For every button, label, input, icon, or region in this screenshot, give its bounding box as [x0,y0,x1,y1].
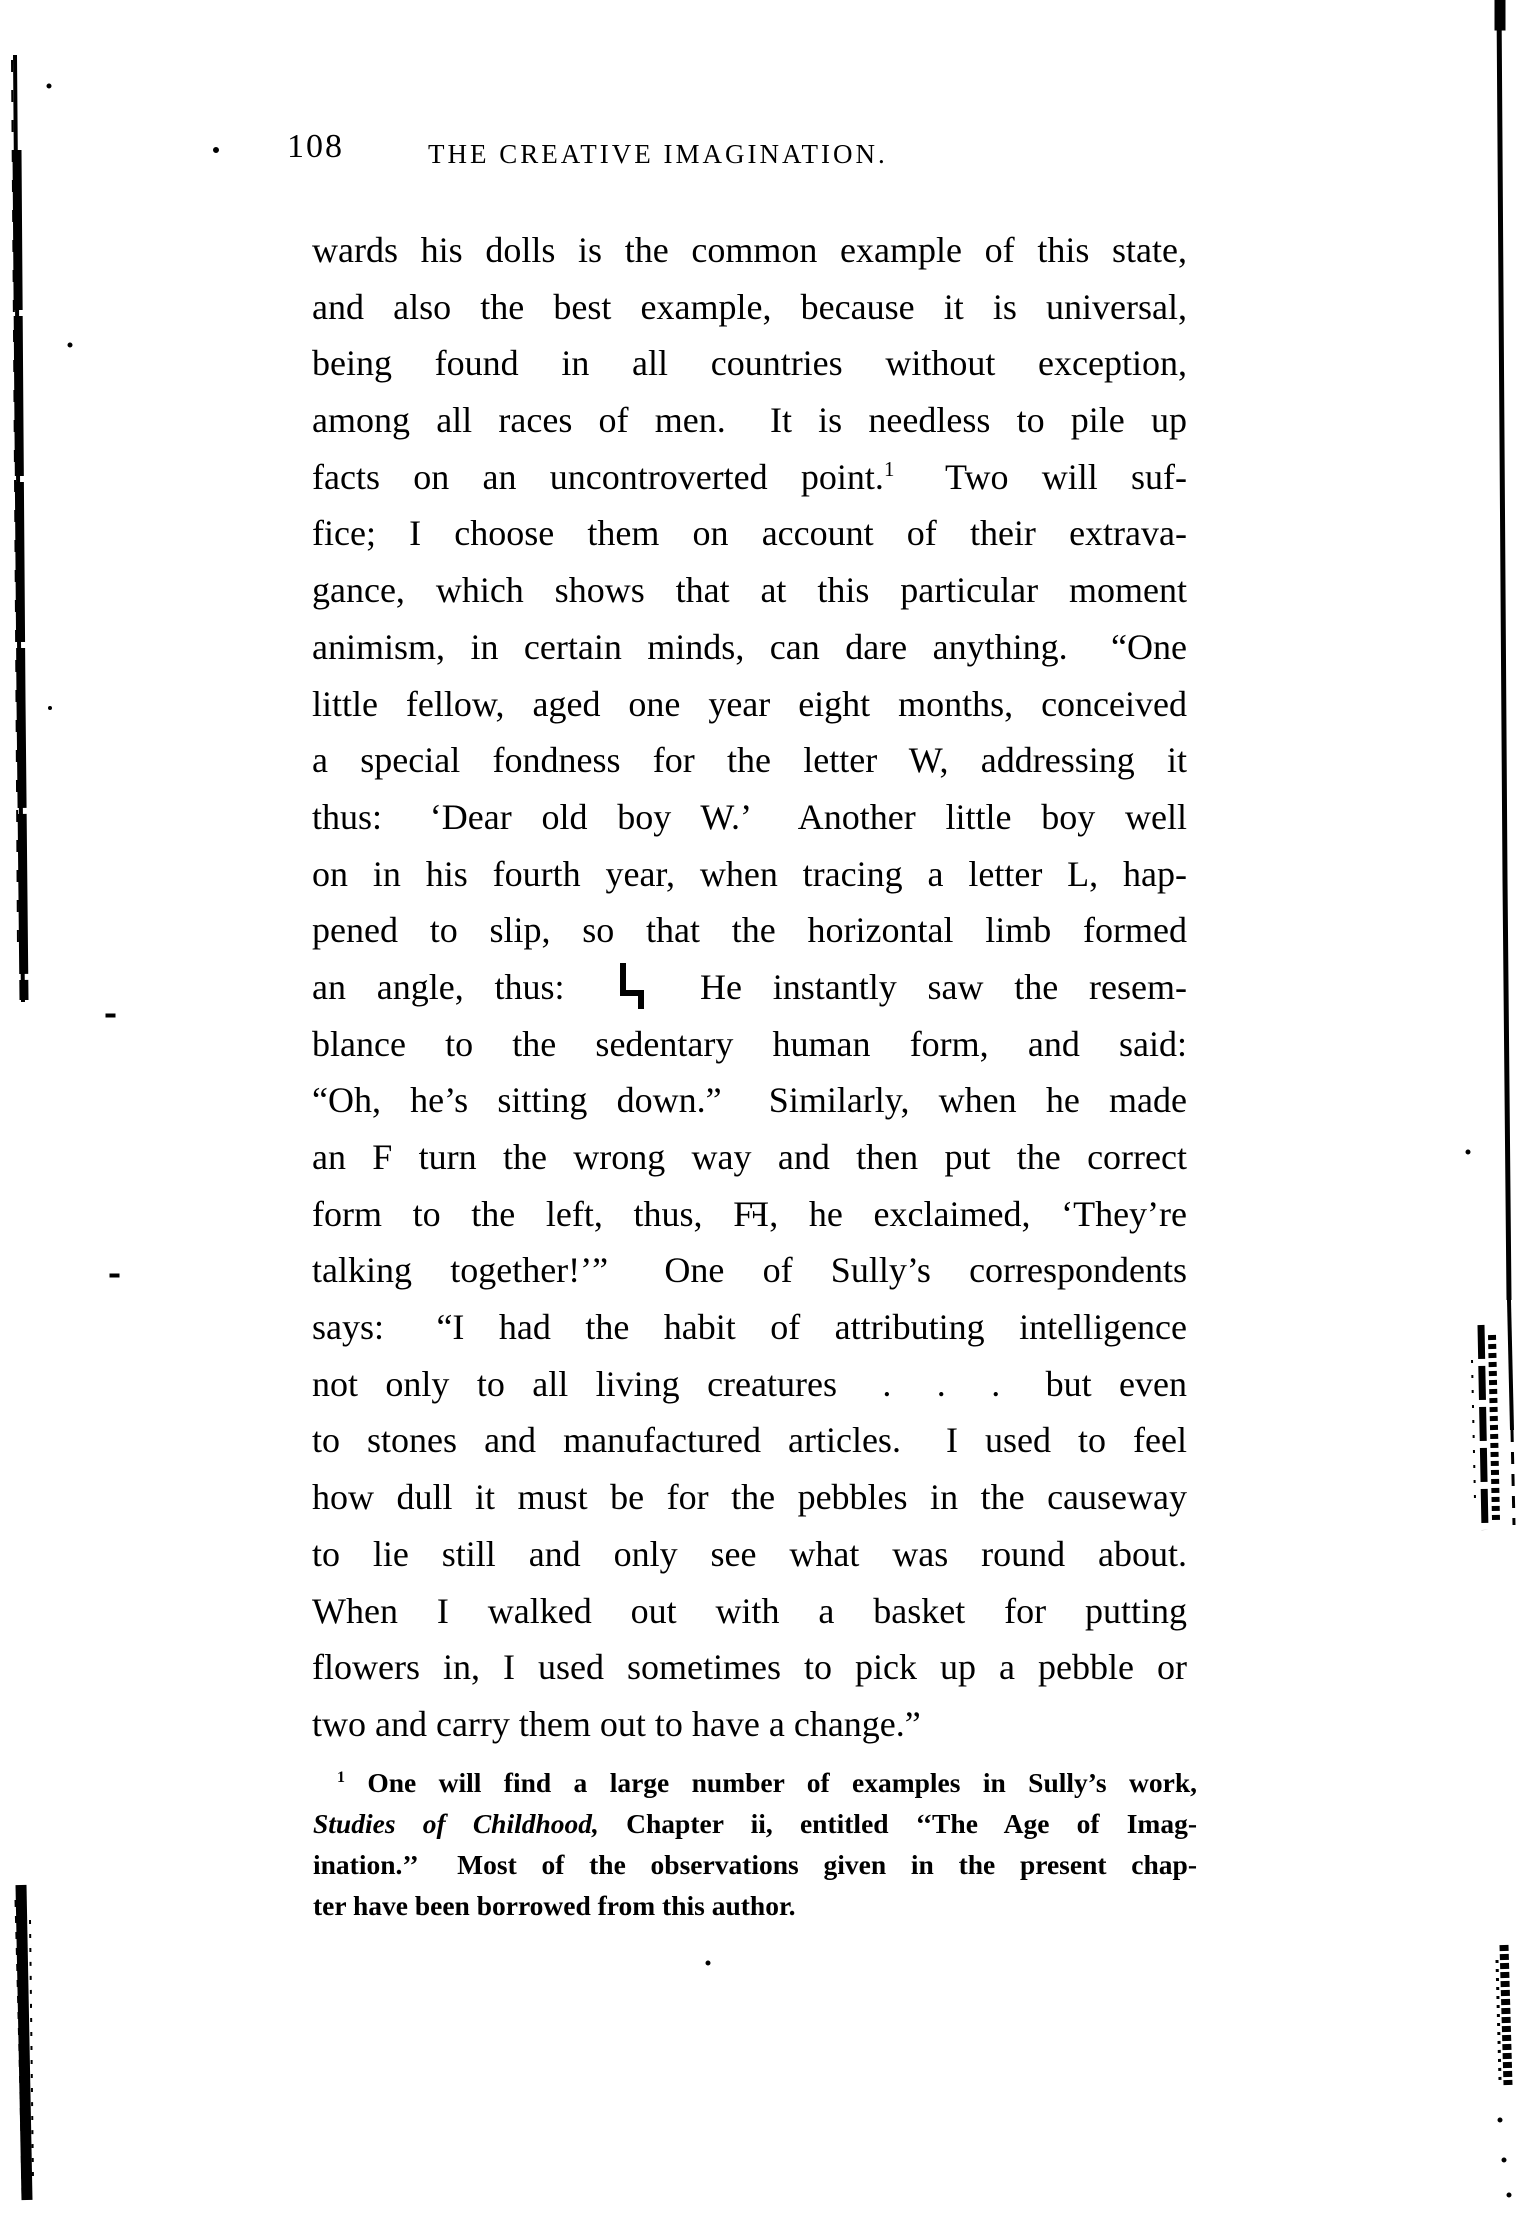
body-line-4: among all races of men. It is needless to pile up [312,400,1187,441]
footnote-reference: 1 [883,456,895,481]
body-line-7: gance, which shows that at this particular moment [312,570,1187,611]
body-line-17: an F turn the wrong way and then put the correct [312,1137,1187,1177]
body-line-23: how dull it must be for the pebbles in the causeway [312,1477,1187,1518]
body-line-20: says: “I had the habit of attributing intelligence [312,1307,1187,1348]
body-line-26: flowers in, I used sometimes to pick up a pebble or [312,1647,1187,1688]
footnote-line-3: ination.’’ Most of the observations given in the present chap- [313,1849,1197,1880]
body-line-5: facts on an uncontroverted point.$^1$ Two will suf- [312,456,1187,497]
footnote-line-1: $^1$ One will find a large number of examples in Sully’s work, [337,1767,1197,1798]
footnote-line-2: Studies of Childhood, Chapter ii, entitled ‘‘The Age of Imag- [313,1808,1197,1839]
body-line-1: wards his dolls is the common example of this state, [312,230,1187,270]
mirrored-F-pair: FF [733,1193,770,1234]
body-text [312,222,1187,1753]
slipped-L-glyph [616,960,648,1012]
italic-book-title: Studies of Childhood, [313,1808,599,1839]
left-binding-streak-top [15,55,23,1002]
body-line-25: When I walked out with a basket for putting [312,1590,1187,1631]
body-line-18: form to the left, thus, FF, he exclaimed, ‘They’re [312,1193,1187,1234]
bottom-right-speckle [1504,1945,1508,2085]
left-binding-streak-bottom [21,1885,27,2200]
body-line-2: and also the best example, because it is universal, [312,286,1187,327]
body-line-27: two and carry them out to have a change.” [312,1703,921,1744]
body-line-9: little fellow, aged one year eight months, conceived [312,683,1187,724]
body-line-11: thus: ‘Dear old boy W.’ Another little boy well [312,796,1187,837]
body-line-6: fice; I choose them on account of their extrava- [312,513,1187,554]
body-line-19: talking together!’” One of Sully’s correspondents [312,1250,1187,1291]
body-line-16: “Oh, he’s sitting down.” Similarly, when he made [312,1080,1187,1121]
body-line-13: pened to slip, so that the horizontal limb formed [312,910,1187,951]
footnote-text [313,1762,1197,1926]
footnote-reference: 1 [337,1768,345,1786]
body-line-8: animism, in certain minds, can dare anything. “One [312,626,1187,667]
body-line-21: not only to all living creatures . . . but even [312,1363,1187,1404]
body-line-15: blance to the sedentary human form, and said: [312,1023,1187,1064]
body-line-22: to stones and manufactured articles. I used to feel [312,1420,1187,1461]
right-page-edge-line [1499,0,1509,1300]
body-line-24: to lie still and only see what was round about. [312,1533,1187,1574]
body-line-3: being found in all countries without exception, [312,343,1187,384]
footnote-line-4: ter have been borrowed from this author. [313,1890,796,1921]
running-title: THE CREATIVE IMAGINATION. [428,139,888,169]
body-line-10: a special fondness for the letter W, addressing it [312,740,1187,781]
body-line-12: on in his fourth year, when tracing a letter L, hap- [312,853,1187,894]
page-number: 108 [287,128,344,165]
body-line-14: an angle, thus: He instantly saw the resem- [312,959,1187,1016]
right-mid-smudge [1481,1325,1485,1530]
